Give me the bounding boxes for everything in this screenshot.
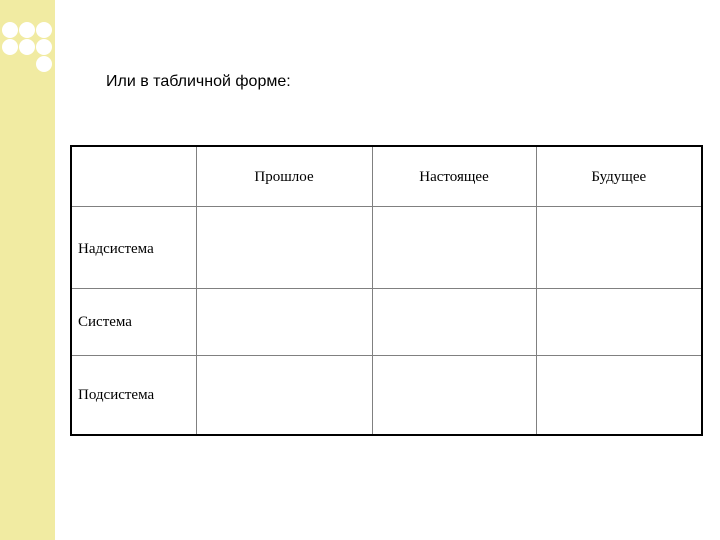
decorative-sidebar xyxy=(0,0,55,540)
table-row xyxy=(71,206,702,288)
row-label-subsystem: Подсистема xyxy=(71,355,196,435)
decor-dot-icon xyxy=(36,22,52,38)
decor-dot-icon xyxy=(36,56,52,72)
decor-dot-icon xyxy=(2,22,18,38)
column-header-future: Будущее xyxy=(536,146,702,206)
decor-dot-icon xyxy=(19,39,35,55)
table-row xyxy=(71,355,702,435)
column-header-present: Настоящее xyxy=(372,146,536,206)
header-corner-cell xyxy=(71,146,196,206)
decor-dot-icon xyxy=(36,39,52,55)
decor-dot-icon xyxy=(2,39,18,55)
table-cell xyxy=(372,206,536,288)
row-label-system: Система xyxy=(71,288,196,355)
table-cell xyxy=(536,355,702,435)
decor-dot-icon xyxy=(19,22,35,38)
column-header-past: Прошлое xyxy=(196,146,372,206)
table-cell xyxy=(196,355,372,435)
table-cell xyxy=(372,355,536,435)
table-row xyxy=(71,288,702,355)
slide-subtitle: Или в табличной форме: xyxy=(106,73,291,90)
table-cell xyxy=(536,206,702,288)
table-header-row xyxy=(71,146,702,206)
row-label-supersystem: Надсистема xyxy=(71,206,196,288)
table-cell xyxy=(196,206,372,288)
time-system-table xyxy=(70,145,703,436)
table-cell xyxy=(196,288,372,355)
table-cell xyxy=(536,288,702,355)
table-cell xyxy=(372,288,536,355)
